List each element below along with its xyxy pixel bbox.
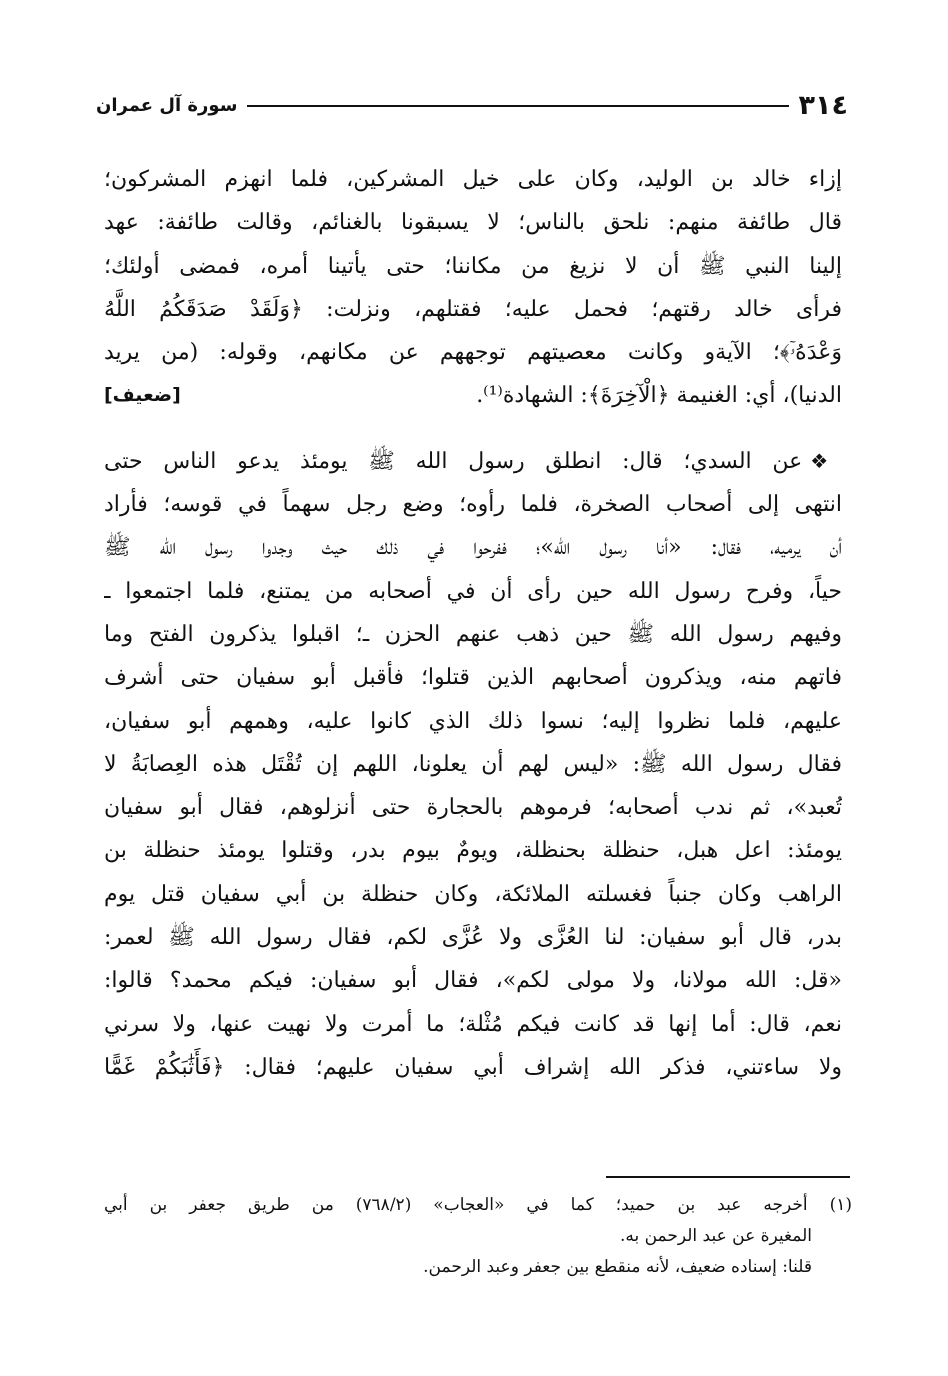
text-line: حياً، وفرح رسول الله حين رأى أن في أصحابه من يمتنع، فلما اجتمعوا ـ [104, 578, 842, 604]
text-line: تُعبد»، ثم ندب أصحابه؛ فرموهم بالحجارة حتى أنزلوهم، فقال أبو سفيان [104, 795, 842, 821]
footnotes [104, 1190, 852, 1283]
text-line: أن يرميه، فقال: «أنا رسول الله»؛ ففرحوا في ذلك حيث وجدوا رسول الله ﷺ [104, 535, 842, 561]
text-line-first [104, 440, 842, 483]
text-line: وفيهم رسول الله ﷺ حين ذهب عنهم الحزن ـ؛ اقبلوا يذكرون الفتح وما [104, 621, 842, 647]
text-line: انتهى إلى أصحاب الصخرة، فلما رأوه؛ وضع رجل سهماً في قوسه؛ فأراد [104, 492, 842, 518]
main-text [104, 158, 842, 1089]
surah-title: سورة آل عمران [96, 95, 238, 116]
paragraph-two [104, 440, 842, 1089]
text-line: نعم، قال: أما إنها قد كانت فيكم مُثْلة؛ ما أمرت ولا نهيت عنها، ولا سرني [104, 1011, 842, 1037]
text-line: يومئذ: اعل هبل، حنظلة بحنظلة، ويومٌ بيوم بدر، وقتلوا يومئذ حنظلة بن [104, 838, 842, 864]
text-line: «قل: الله مولانا، ولا مولى لكم»، فقال أبو سفيان: فيكم محمد؟ قالوا: [104, 968, 842, 994]
text-line: إزاء خالد بن الوليد، وكان على خيل المشركين، فلما انهزم المشركون؛ [104, 167, 842, 192]
text-line: فقال رسول الله ﷺ: «ليس لهم أن يعلونا، اللهم إن تُقْتَل هذه العِصابَةُ لا [104, 751, 842, 777]
footnote-line: (١) أخرجه عبد بن حميد؛ كما في «العجاب» (٧٦٨/٢) من طريق جعفر بن أبي [104, 1195, 852, 1215]
paragraph-one [104, 158, 842, 418]
diamond-bullet-icon: ❖ [810, 448, 842, 473]
text-line: بدر، قال أبو سفيان: لنا العُزَّى ولا عُزَّى لكم، فقال رسول الله ﷺ لعمر: [104, 925, 842, 951]
text-line: عليهم، فلما نظروا إليه؛ نسوا ذلك الذي كانوا عليه، وهمهم أبو سفيان، [104, 708, 842, 734]
text-line-content: الدنيا)، أي: الغنيمة ﴿الْآخِرَةَ﴾: الشهادة⁽¹⁾. [476, 383, 842, 409]
footnote-divider [606, 1176, 850, 1178]
text-line: فاتهم منه، ويذكرون أصحابهم الذين قتلوا؛ فأقبل أبو سفيان حتى أشرف [104, 665, 842, 691]
text-line: وَعْدَهُۥٓ﴾؛ الآيةو وكانت معصيتهم توجههم عن مكانهم، وقوله: (من يريد [104, 340, 842, 366]
text-line: قال طائفة منهم: نلحق بالناس؛ لا يسبقونا بالغنائم، وقالت طائفة: عهد [104, 210, 842, 236]
page-number: ٣١٤ [798, 90, 848, 121]
text-line: الراهب وكان جنباً فغسلته الملائكة، وكان حنظلة بن أبي سفيان قتل يوم [104, 881, 842, 907]
text-line: فرأى خالد رقتهم؛ فحمل عليه؛ فقتلهم، ونزلت: ﴿وَلَقَدْ صَدَقَكُمُ اللَّهُ [104, 296, 842, 322]
page-header [96, 86, 848, 126]
footnote-line: قلنا: إسناده ضعيف، لأنه منقطع بين جعفر وعبد الرحمن. [423, 1257, 812, 1277]
grade-label: [ضعيف] [104, 384, 181, 407]
header-rule [247, 105, 788, 107]
text-line-final [104, 374, 842, 417]
text-line: ولا ساءتني، فذكر الله إشراف أبي سفيان عليهم؛ فقال: ﴿فَأَثَٰبَكُمْ غَمًّا [104, 1054, 842, 1080]
footnote-line: المغيرة عن عبد الرحمن به. [619, 1226, 812, 1246]
text-line-content: عن السدي؛ قال: انطلق رسول الله ﷺ يومئذ يدعو الناس حتى [104, 448, 803, 474]
text-line: إلينا النبي ﷺ أن لا نزيغ من مكاننا؛ حتى يأتينا أمره، فمضى أولئك؛ [104, 253, 842, 279]
